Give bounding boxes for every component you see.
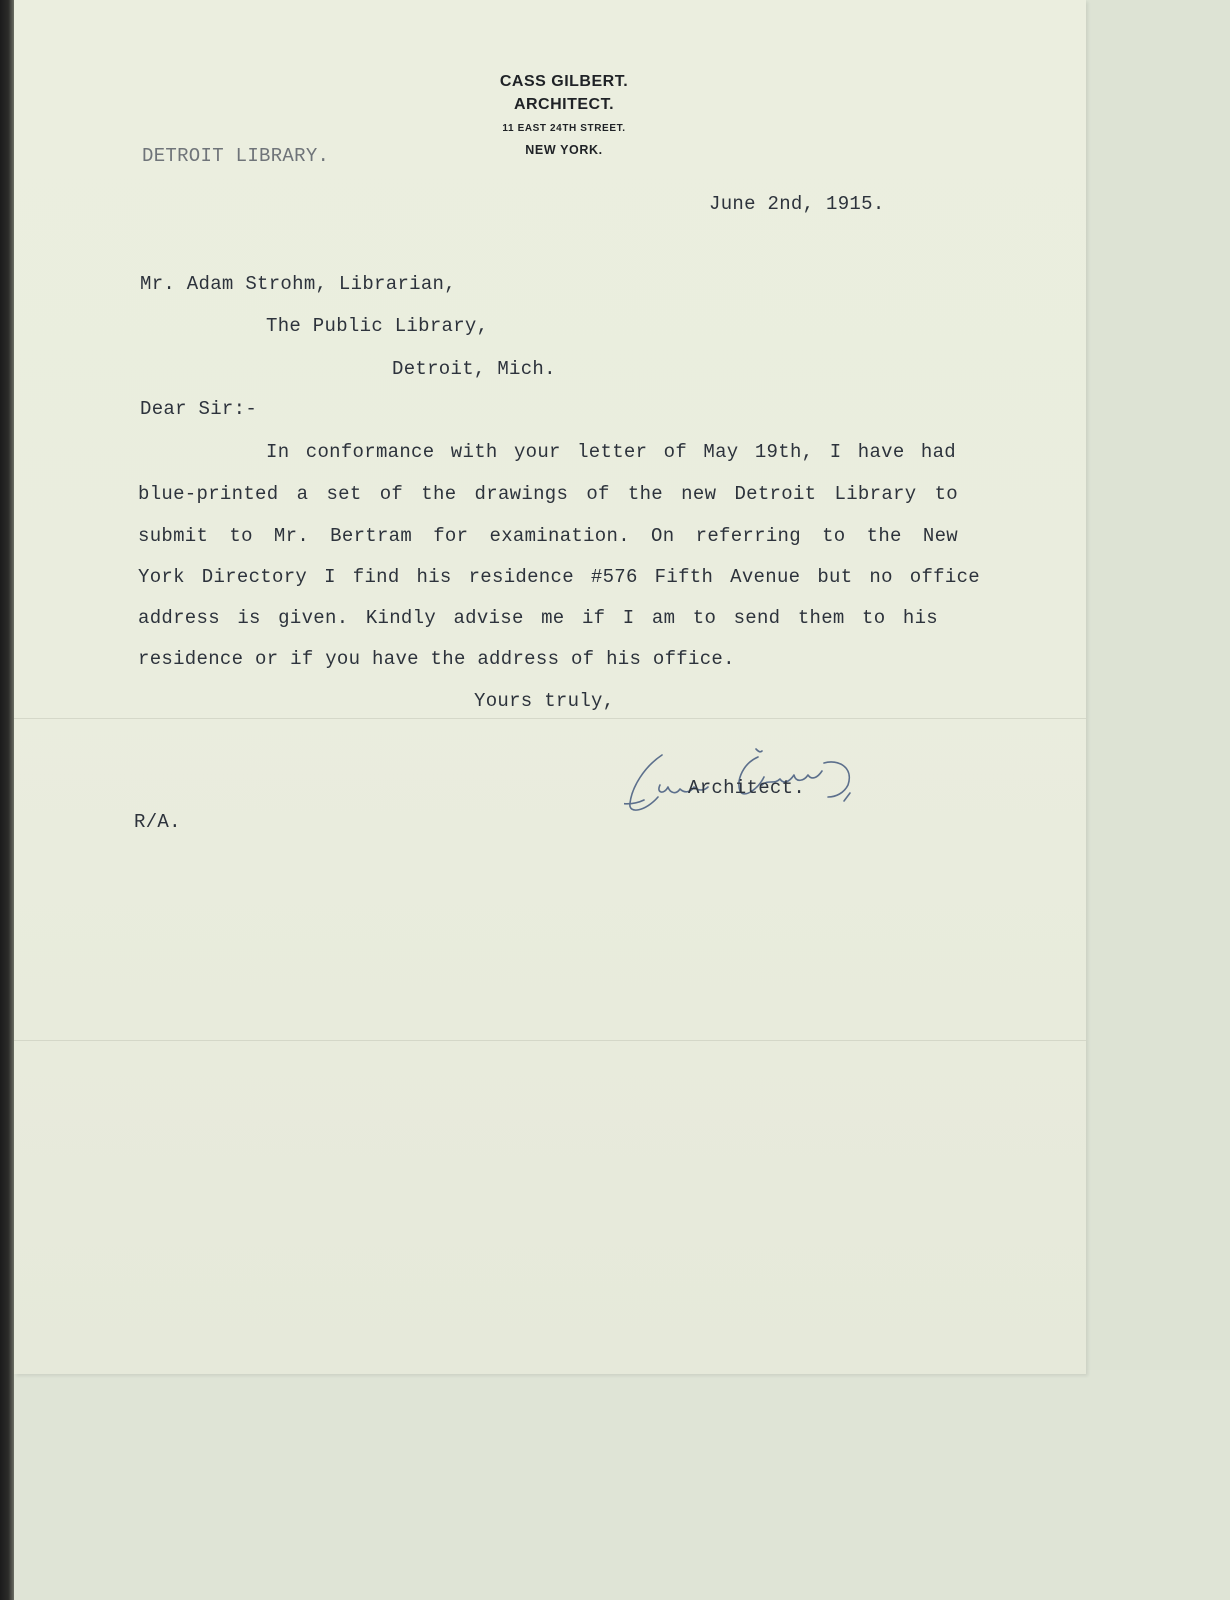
fold-line [14, 718, 1086, 719]
fold-line [14, 1040, 1086, 1041]
closing: Yours truly, [474, 690, 615, 712]
underlying-page [14, 1370, 1230, 1600]
body-line: submit to Mr. Bertram for examination. On referring to the New [138, 525, 958, 547]
letterhead [464, 70, 664, 160]
body-line: In conformance with your letter of May 19th, I have had [266, 441, 956, 463]
scan-edge [0, 0, 14, 1600]
body-line: York Directory I find his residence #576 Fifth Avenue but no office [138, 566, 980, 588]
letterhead-title: ARCHITECT. [513, 96, 615, 113]
recipient-name: Mr. Adam Strohm, Librarian, [140, 273, 456, 295]
recipient-city: Detroit, Mich. [392, 358, 556, 380]
letterhead-name: CASS GILBERT. [499, 73, 629, 90]
body-line: blue-printed a set of the drawings of the new Detroit Library to [138, 483, 958, 505]
letter-sheet [14, 0, 1086, 1374]
body-line: residence or if you have the address of his office. [138, 648, 735, 670]
body-line: address is given. Kindly advise me if I am to send them to his [138, 607, 938, 629]
letter-date: June 2nd, 1915. [709, 193, 885, 215]
letterhead-street: 11 EAST 24TH STREET. [502, 123, 626, 134]
letterhead-city: NEW YORK. [525, 143, 603, 157]
typist-initials: R/A. [134, 811, 181, 833]
salutation: Dear Sir:- [140, 398, 258, 420]
recipient-institution: The Public Library, [266, 315, 489, 337]
signature-title: Architect. [688, 777, 806, 799]
file-label: DETROIT LIBRARY. [142, 145, 330, 167]
